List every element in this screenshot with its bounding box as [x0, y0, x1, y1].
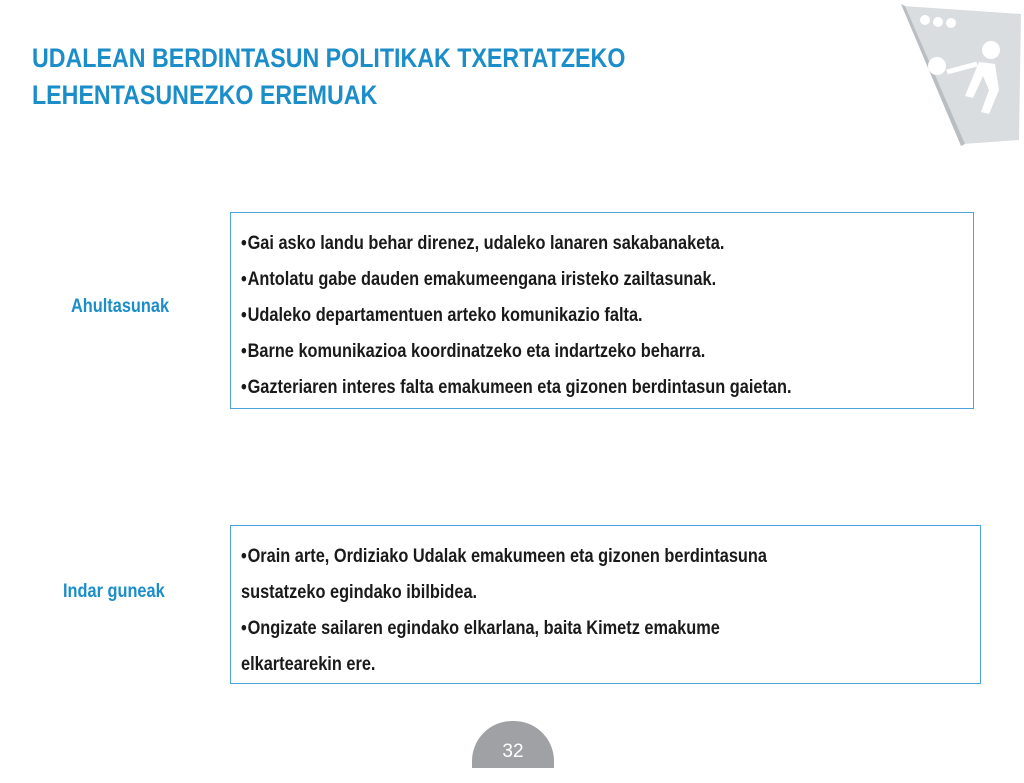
strengths-label: Indar guneak — [63, 581, 165, 602]
list-item-continuation — [241, 647, 877, 683]
strengths-list — [241, 539, 980, 683]
list-item — [241, 226, 871, 262]
list-item — [241, 298, 871, 334]
list-item — [241, 262, 871, 298]
slide-title-line-2: LEHENTASUNEZKO EREMUAK — [32, 80, 378, 110]
list-item — [241, 370, 871, 406]
list-item-text: Antolatu gabe dauden emakumeengana iristeko zailtasunak. — [247, 269, 717, 290]
weaknesses-label: Ahultasunak — [71, 296, 170, 317]
bullet: • — [241, 341, 247, 362]
bullet: • — [241, 233, 247, 254]
list-item — [241, 334, 871, 370]
list-item-text: Gai asko landu behar direnez, udaleko lanaren sakabanaketa. — [247, 233, 725, 254]
list-item — [241, 539, 877, 575]
slide-title-line-1: UDALEAN BERDINTASUN POLITIKAK TXERTATZEKO — [32, 43, 626, 73]
list-item-text: elkartearekin ere. — [241, 654, 376, 675]
bullet: • — [241, 377, 247, 398]
list-item-text: Ongizate sailaren egindako elkarlana, baita Kimetz emakume — [247, 618, 720, 639]
strengths-box — [230, 525, 981, 684]
bullet: • — [241, 305, 247, 326]
bullet: • — [241, 546, 247, 567]
bullet: • — [241, 269, 247, 290]
weaknesses-box — [230, 212, 974, 409]
page-number: 32 — [472, 721, 554, 768]
list-item-text: Orain arte, Ordiziako Udalak emakumeen eta gizonen berdintasuna — [247, 546, 767, 567]
list-item-text: Udaleko departamentuen arteko komunikazio falta. — [247, 305, 643, 326]
bullet: • — [241, 618, 247, 639]
list-item-continuation — [241, 575, 877, 611]
slide-title — [32, 40, 754, 114]
list-item-text: sustatzeko egindako ibilbidea. — [241, 582, 478, 603]
bowling-player-logo-icon — [893, 2, 1023, 148]
list-item-text: Barne komunikazioa koordinatzeko eta indartzeko beharra. — [247, 341, 706, 362]
list-item — [241, 611, 877, 647]
weaknesses-list — [241, 226, 973, 406]
list-item-text: Gazteriaren interes falta emakumeen eta gizonen berdintasun gaietan. — [247, 377, 792, 398]
